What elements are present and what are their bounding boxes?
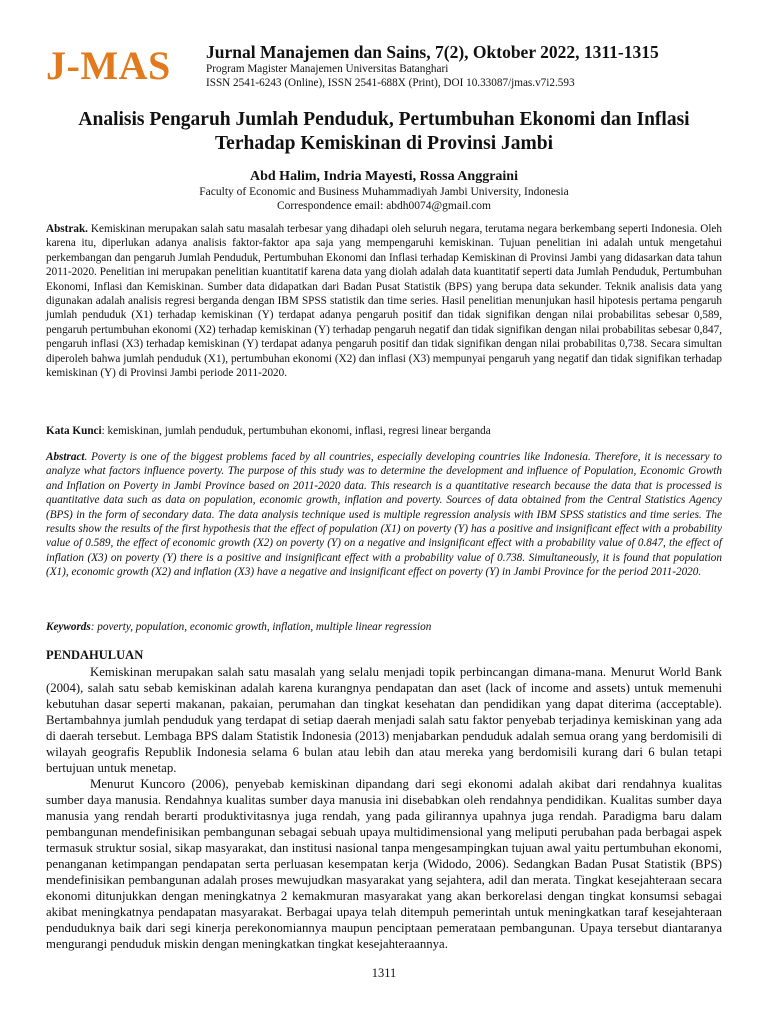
journal-logo: J-MAS bbox=[46, 43, 171, 88]
body-paragraph-2: Menurut Kuncoro (2006), penyebab kemiskinan dipandang dari segi ekonomi adalah akibat dari rendahnya kualitas sumber daya manusia. Rendahnya kualitas sumber daya manusia ini disebabkan oleh rendahnya pendidikan. Kualitas sumber daya manusia yang rendah berarti produktivitasnya juga rendah, yang pada gilirannya upahnya juga rendah. Paradigma baru dalam pembangunan mendefinisikan pembangunan sebagai sebuah upaya multidimensional yang meliputi perubahan pada berbagai aspek termasuk struktur sosial, sikap masyarakat, dan institusi nasional tanpa mengesampingkan tujuan awal yaitu pertumbuhan ekonomi, penanganan ketimpangan pendapatan serta perluasan kesempatan kerja (Widodo, 2006). Sedangkan Badan Pusat Statistik (BPS) mendefinisikan pembangunan adalah proses mewujudkan masyarakat yang sejahtera, adil dan merata. Tingkat kesejahteraan secara ekonomi ditunjukkan dengan meningkatnya 2 kemakmuran masyarakat yang akan berkorelasi dengan tingkat konsumsi sebagai akibat meningkatnya pendapatan masyarakat. Berbagai upaya telah ditempuh pemerintah untuk meningkatkan taraf kesejahteraan penduduknya baik dari segi kinerja perekonomiannya maupun penciptaan pemerataan pembangunan. Upaya tersebut diantaranya mengurangi penduduk miskin dengan meningkatkan tingkat kesejahteraannya. bbox=[46, 777, 722, 951]
body-paragraph-1: Kemiskinan merupakan salah satu masalah yang selalu menjadi topik perbincangan dimana-mana. Menurut World Bank (2004), salah satu sebab kemiskinan adalah karena kurangnya pendapatan dan aset (lack of income and assets) untuk memenuhi kebutuhan dasar seperti makanan, pakaian, perumahan dan tingkat kesehatan dan pendidikan yang dapat diterima (acceptable). Bertambahnya jumlah penduduk yang terdapat di setiap daerah menjadi salah satu faktor penyebab terjadinya kemiskinan yang ada di daerah tersebut. Lembaga BPS dalam Statistik Indonesia (2013) menjabarkan penduduk adalah semua orang yang berdomisili di wilayah geografis Republik Indonesia selama 6 bulan atau lebih dan atau mereka yang berdomisili kurang dari 6 bulan tetapi bertujuan untuk menetap. bbox=[46, 665, 722, 775]
kata-kunci bbox=[46, 424, 722, 438]
journal-info bbox=[206, 42, 659, 90]
correspondence-email: Correspondence email: abdh0074@gmail.com bbox=[276, 200, 492, 212]
journal-masthead bbox=[46, 40, 722, 98]
keywords bbox=[46, 620, 722, 634]
page-number: 1311 bbox=[371, 966, 397, 980]
article-title bbox=[46, 108, 722, 156]
abstrak-label: Abstrak. bbox=[46, 223, 88, 235]
keywords-label: Keywords bbox=[46, 621, 91, 633]
abstract-text: . Poverty is one of the biggest problems faced by all countries, especially developing countries like Indonesia. Therefore, it is necessary to analyze what factors influence poverty. The purpose of this study was to determine the development and influence of Population, Economic Growth and Inflation on Poverty in Jambi Province based on 2011-2020 data. This research is a quantitative research because the data that is processed is quantitative data such as data on population, economic growth, inflation and poverty. Sources of data obtained from the Central Statistics Agency (BPS) in the form of secondary data. The data analysis technique used is multiple regression analysis with IBM SPSS statistics and time series. The results show the results of the first hypothesis that the effect of population (X1) on poverty (Y) has a positive and insignificant effect with a probability value of 0.589, the effect of economic growth (X2) on poverty (Y) on a negative and insignificant effect with a probability value of 0.847, the effect of inflation (X3) on poverty (Y) there is a positive and insignificant effect with a probability value of 0.738. Simultaneously, it is found that population (X1), economic growth (X2) and inflation (X3) have a negative and insignificant effect on poverty (Y) in Jambi Province for the period 2011-2020. bbox=[46, 451, 722, 579]
section-body bbox=[46, 664, 722, 952]
abstrak-text: Kemiskinan merupakan salah satu masalah terbesar yang dihadapi oleh seluruh negara, terutama negara berkembang seperti Indonesia. Oleh karena itu, diperlukan adanya analisis faktor-faktor apa saja yang mempengaruhi kemiskinan. Tujuan penelitian ini adalah untuk mengetahui perkembangan dan pengaruh Jumlah Penduduk, Pertumbuhan Ekonomi dan Inflasi terhadap Kemiskinan di Provinsi Jambi yang didasarkan data tahun 2011-2020. Penelitian ini merupakan penelitian kuantitatif karena data yang diolah adalah data kuantitatif seperti data Jumlah Penduduk, Pertumbuhan Ekonomi, Inflasi dan Kemiskinan. Sumber data didapatkan dari Badan Pusat Statistik (BPS) yang berupa data sekunder. Teknik analisis data yang digunakan adalah analisis regresi berganda dengan IBM SPSS statistik dan time series. Hasil penelitian menunjukan hasil hipotesis pertama pengaruh jumlah penduduk (X1) terhadap kemiskinan (Y) terdapat adanya pengaruh positif dan tidak signifikan dengan nilai probabilitas sebesar 0,589, pengaruh pertumbuhan ekonomi (X2) terhadap kemiskinan (Y) terhadap pengaruh negatif dan tidak signifikan dengan nilai probabilitas sebesar 0,847, pengaruh inflasi (X3) terhadap kemiskinan (Y) terdapat adanya pengaruh positif dan tidak signifikan dengan nilai probabilitas 0,738. Secara simultan diperoleh bahwa jumlah penduduk (X1), pertumbuhan ekonomi (X2) dan inflasi (X3) mempunyai pengaruh yang negatif dan tidak signifikan terhadap kemiskinan (Y) di Provinsi Jambi periode 2011-2020. bbox=[46, 223, 722, 380]
abstract-english bbox=[46, 450, 722, 580]
journal-program: Program Magister Manajemen Universitas Batanghari bbox=[206, 63, 449, 75]
title-line-1: Analisis Pengaruh Jumlah Penduduk, Pertumbuhan Ekonomi dan Inflasi bbox=[78, 109, 690, 130]
journal-citation: Jurnal Manajemen dan Sains, 7(2), Oktober 2022, 1311-1315 bbox=[206, 42, 659, 62]
abstrak-indonesian bbox=[46, 222, 722, 380]
title-line-2: Terhadap Kemiskinan di Provinsi Jambi bbox=[214, 133, 554, 154]
journal-issn-doi: ISSN 2541-6243 (Online), ISSN 2541-688X (Print), DOI 10.33087/jmas.v7i2.593 bbox=[206, 77, 575, 89]
kata-kunci-text: : kemiskinan, jumlah penduduk, pertumbuhan ekonomi, inflasi, regresi linear berganda bbox=[101, 425, 491, 437]
author-affiliation: Faculty of Economic and Business Muhammadiyah Jambi University, Indonesia bbox=[199, 186, 569, 198]
keywords-text: : poverty, population, economic growth, inflation, multiple linear regression bbox=[90, 621, 432, 633]
section-heading: PENDAHULUAN bbox=[46, 648, 144, 662]
kata-kunci-label: Kata Kunci bbox=[46, 425, 102, 437]
abstract-label: Abstract bbox=[46, 451, 85, 463]
author-list: Abd Halim, Indria Mayesti, Rossa Anggraini bbox=[250, 169, 518, 184]
